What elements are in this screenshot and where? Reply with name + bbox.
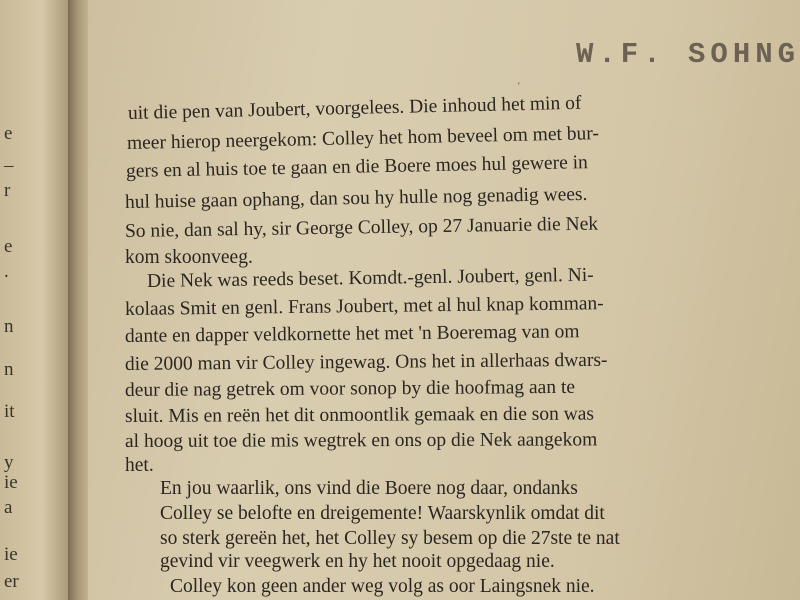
left-facing-page (0, 0, 70, 600)
body-line: So nie, dan sal hy, sir George Colley, op 27 Januarie die Nek (124, 213, 599, 242)
left-page-fragment: n (4, 359, 14, 380)
body-line: die 2000 man vir Colley ingewag. Ons het in allerhaas dwars- (124, 349, 608, 375)
left-page-fragment: – (4, 155, 14, 176)
body-line: kolaas Smit en genl. Frans Joubert, met al hul knap komman- (124, 293, 604, 320)
body-line: sluit. Mis en reën het dit onmoontlik gemaak en die son was (124, 403, 595, 427)
left-page-fragment: e (4, 236, 13, 257)
body-line: uit die pen van Joubert, voorgelees. Die inhoud het min of (127, 92, 582, 124)
body-line: kom skoonveeg. (125, 247, 253, 268)
running-head: W.F. SOHNG (576, 38, 800, 71)
body-line: Die Nek was reeds beset. Komdt.-genl. Joubert, genl. Ni- (146, 264, 594, 292)
left-page-fragment: e (4, 123, 13, 144)
body-line: gevind vir veegwerk en hy het nooit opgedaag nie. (160, 551, 555, 572)
left-page-fragment: er (4, 571, 19, 592)
body-line: En jou waarlik, ons vind die Boere nog daar, ondanks (160, 478, 578, 499)
left-page-fragment: a (4, 497, 13, 518)
body-line: gers en al huis toe te gaan en die Boere moes hul gewere in (125, 152, 589, 182)
print-speck: ʻ (517, 80, 521, 92)
body-line: meer hierop neergekom: Colley het hom beveel om met bur- (126, 123, 600, 154)
book-gutter (68, 0, 90, 600)
body-line: hul huise gaan ophang, dan sou hy hulle nog genadig wees. (124, 183, 588, 213)
body-line: deur die nag getrek om voor sonop by die hoofmag aan te (124, 376, 576, 401)
left-page-fragment: y (4, 452, 14, 473)
body-text (100, 0, 800, 600)
left-page-fragment: r (4, 180, 11, 201)
body-line: het. (125, 455, 154, 476)
left-page-fragment: it (4, 401, 15, 422)
body-line: dante en dapper veldkornette het met 'n Boeremag van om (124, 321, 580, 347)
left-page-fragment: . (4, 261, 9, 282)
left-page-fragment: ie (4, 544, 18, 565)
body-line: Colley se belofte en dreigemente! Waarskynlik omdat dit (160, 503, 605, 524)
body-line: Colley kon geen ander weg volg as oor Laingsnek nie. (170, 576, 595, 597)
left-page-fragment: n (4, 316, 14, 337)
left-page-fragment: ie (4, 472, 18, 493)
body-line: so sterk gereën het, het Colley sy besem op die 27ste te nat (160, 528, 620, 549)
body-line: al hoog uit toe die mis wegtrek en ons op die Nek aangekom (124, 429, 598, 452)
